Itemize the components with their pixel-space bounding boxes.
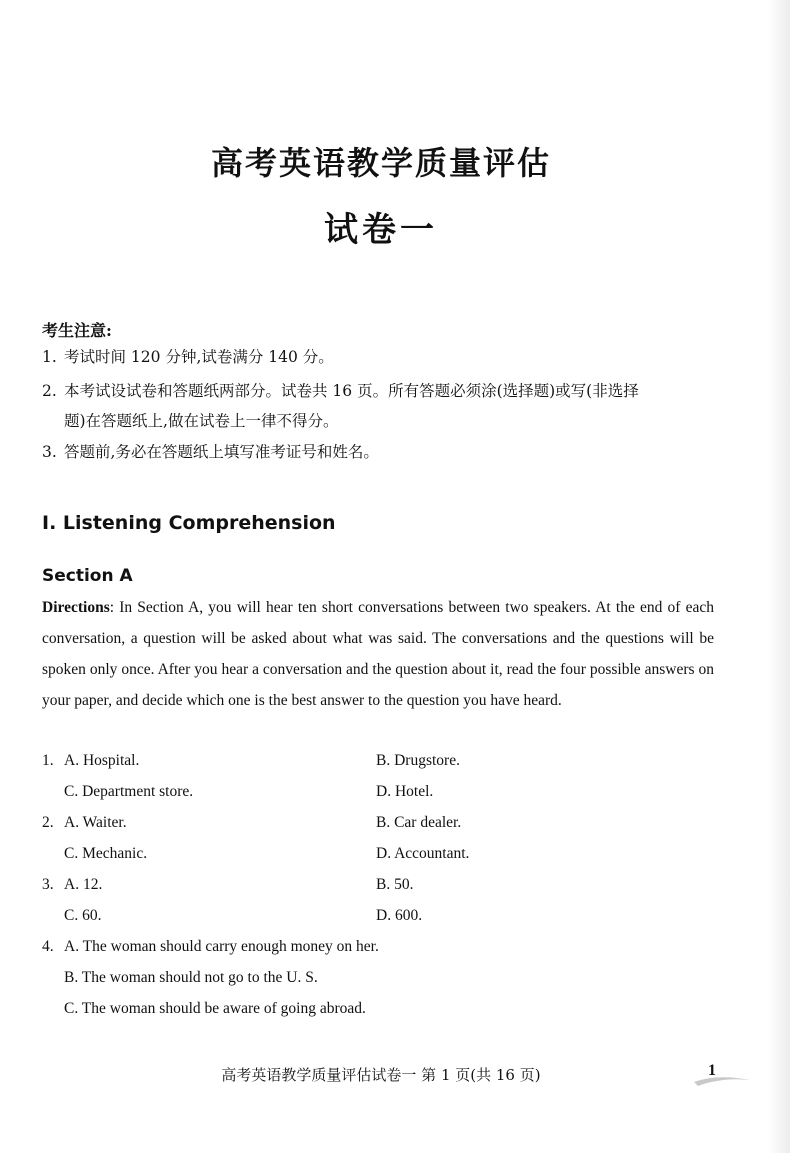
option-b: B. Car dealer. [376,814,462,831]
section-title: I. Listening Comprehension [42,512,336,534]
question-number: 2. [42,814,54,831]
page-edge-shadow [768,0,790,1153]
option-c: C. The woman should be aware of going abroad. [64,1000,366,1017]
question-number: 3. [42,876,54,893]
paper-subtitle: 试卷一 [324,210,438,250]
question-number: 4. [42,938,54,955]
notice-item-text: 本考试设试卷和答题纸两部分。试卷共 16 页。所有答题必须涂(选择题)或写(非选择 [64,382,639,400]
section-subtitle: Section A [42,566,133,586]
page-number: 1 [708,1062,716,1079]
page-swoosh-decoration [692,1074,752,1088]
option-a: A. Hospital. [64,752,140,769]
notice-item-text: 考试时间 120 分钟,试卷满分 140 分。 [64,348,334,366]
option-c: C. Mechanic. [64,845,148,862]
directions-label: Directions [42,599,110,616]
option-d: D. Hotel. [376,783,434,800]
option-b: B. 50. [376,876,414,893]
notice-heading: 考生注意: [42,321,112,340]
question-number: 1. [42,752,54,769]
page-footer: 高考英语教学质量评估试卷一 第 1 页(共 16 页) [221,1066,541,1084]
directions-text: : In Section A, you will hear ten short conversations between two speakers. At the end of each conversation, a question will be asked about what was said. The conversations and the questions will be spoken only once. After you hear a conversation and the question about it, read the four possible answers on your paper, and decide which one is the best answer to the question you have heard. [42,599,714,709]
notice-item-text: 答题前,务必在答题纸上填写准考证号和姓名。 [64,443,379,461]
notice-item-num: 1. [42,348,57,366]
notice-item-num: 3. [42,443,57,461]
directions-paragraph [42,592,714,716]
notice-item-num: 2. [42,382,57,400]
option-a: A. Waiter. [64,814,127,831]
page-title: 高考英语教学质量评估 [210,144,551,182]
option-a: A. The woman should carry enough money on her. [64,938,379,955]
option-c: C. 60. [64,907,102,924]
option-b: B. The woman should not go to the U. S. [64,969,318,986]
option-a: A. 12. [64,876,103,893]
notice-item-text: 题)在答题纸上,做在试卷上一律不得分。 [64,412,339,430]
option-b: B. Drugstore. [376,752,460,769]
option-d: D. Accountant. [376,845,470,862]
option-c: C. Department store. [64,783,194,800]
option-d: D. 600. [376,907,423,924]
